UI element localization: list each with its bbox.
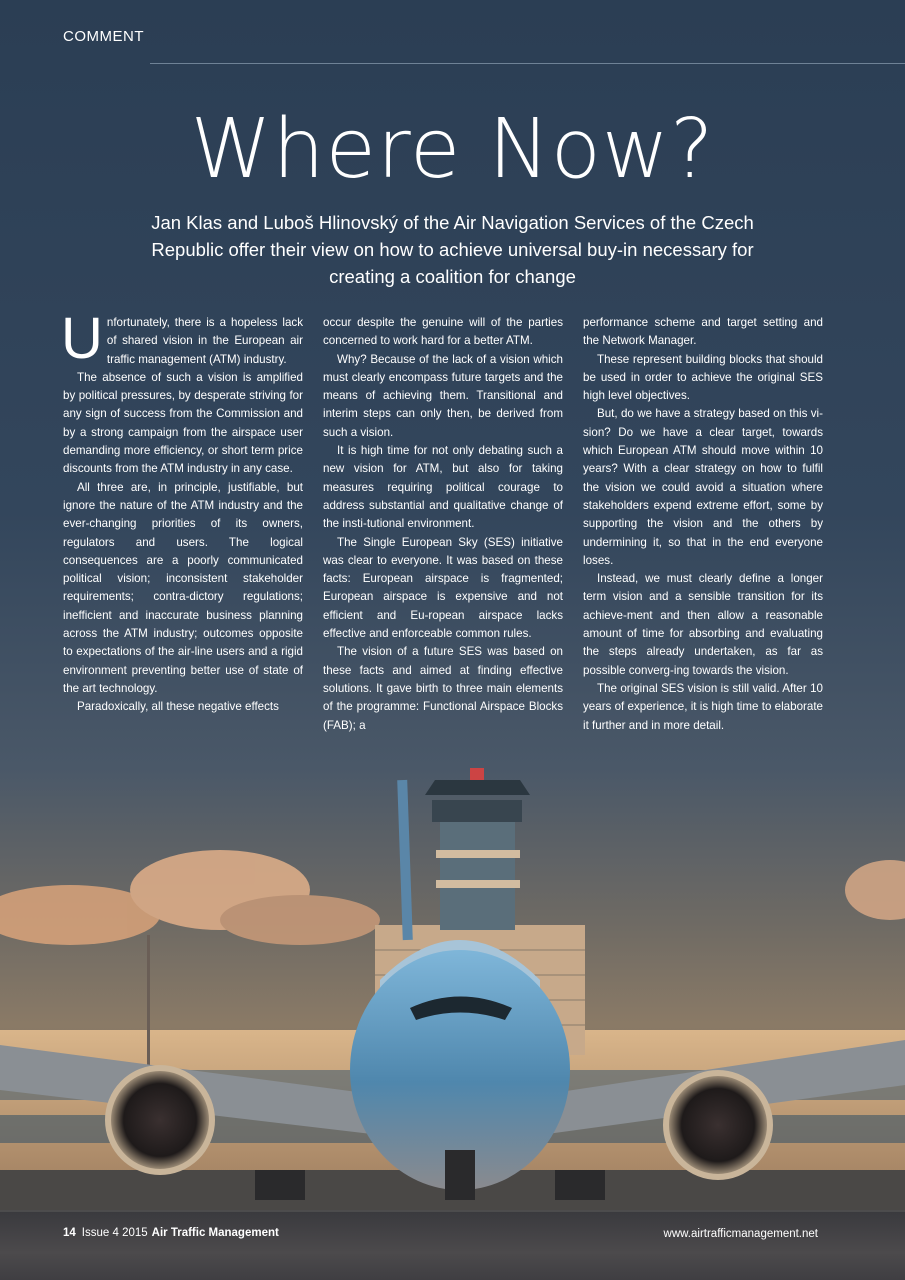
article-standfirst: Jan Klas and Luboš Hlinovský of the Air Navigation Services of the Czech Republic offer their view on how to achieve universal buy-in necessary for creating a coalition for change xyxy=(151,212,754,287)
paragraph: Unfortunately, there is a hopeless lack of shared vision in the European air traffic management (ATM) industry. xyxy=(61,306,303,371)
paragraph: occur despite the genuine will of the parties concerned to work hard for a better ATM. xyxy=(323,316,563,348)
paragraph: Paradoxically, all these negative effects xyxy=(77,700,279,714)
magazine-name: Air Traffic Management xyxy=(151,1227,279,1239)
article-body xyxy=(61,306,823,732)
header-rule xyxy=(150,63,905,64)
footer-band xyxy=(0,1212,905,1280)
paragraph: The absence of such a vision is amplified by political pressures, by desperate striving for any sign of success from the Commission and by a strong campaign from the airspace user demanding more efficiency, or short term price discounts from the ATM industry in any case. xyxy=(63,370,303,476)
website-url[interactable]: www.airtrafficmanagement.net xyxy=(663,1228,818,1240)
paragraph: But, do we have a strategy based on this vi-sion? Do we have a clear target, towards which European ATM should move within 10 years? With a clear strategy on how to fulfil the vision we could avoid a situation where stakeholders expend extreme effort, some by supporting the vision and the others by undermining it, so that in the end everyone loses. xyxy=(583,407,823,567)
paragraph: All three are, in principle, justifiable, but ignore the nature of the ATM industry and the ever-changing priorities of its owners, regulators and users. The logical consequences are a poorly communicated political vision; inconsistent stakeholder requirements; contra-dictory regulations; inefficient and inaccurate business planning across the ATM industry; outcomes opposite to expectations of the air-line users and a rigid environment preventing better use of state of the art technology. xyxy=(63,480,303,695)
column-2 xyxy=(323,314,563,732)
section-label: COMMENT xyxy=(63,28,144,45)
paragraph: The original SES vision is still valid. After 10 years of experience, it is high time to elaborate it further and in more detail. xyxy=(583,681,823,732)
paragraph: These represent building blocks that should be used in order to achieve the original SES high level objectives. xyxy=(583,352,823,403)
column-1 xyxy=(61,306,303,724)
paragraph: Instead, we must clearly define a longer term vision and a sensible transition for its achieve-ment and then allow a reasonable amount of time for absorbing and evaluating the steps already undertaken, as far as possible converg-ing towards the vision. xyxy=(583,572,823,677)
paragraph: The vision of a future SES was based on these facts and aimed at finding effective solutions. It gave birth to three main elements of the programme: Functional Airspace Blocks (FAB); a xyxy=(323,645,563,732)
paragraph: The Single European Sky (SES) initiative was clear to everyone. It was based on these facts: European airspace is fragmented; European airspace is expensive and not efficient and Eu-ropean airspace lacks effective and enforceable common rules. xyxy=(323,535,563,641)
page-number: 14 xyxy=(63,1227,76,1239)
issue-label: Issue 4 2015 xyxy=(81,1227,148,1239)
article-title: Where Now? xyxy=(190,102,715,197)
control-tower xyxy=(425,768,530,930)
paragraph: Why? Because of the lack of a vision which must clearly encompass future targets and the means of achieving them. Transitional and interim steps can only then, be derived from such a vision. xyxy=(323,352,563,439)
airport-photo xyxy=(0,740,905,1210)
footer-left xyxy=(63,1227,279,1239)
drop-cap: U xyxy=(61,306,103,371)
column-3 xyxy=(583,314,823,732)
paragraph: performance scheme and target setting and the Network Manager. xyxy=(583,316,823,348)
paragraph: It is high time for not only debating such a new vision for ATM, but also for taking measures requiring political courage to address substantial and qualitative change of the insti-tutional environment. xyxy=(323,444,563,531)
